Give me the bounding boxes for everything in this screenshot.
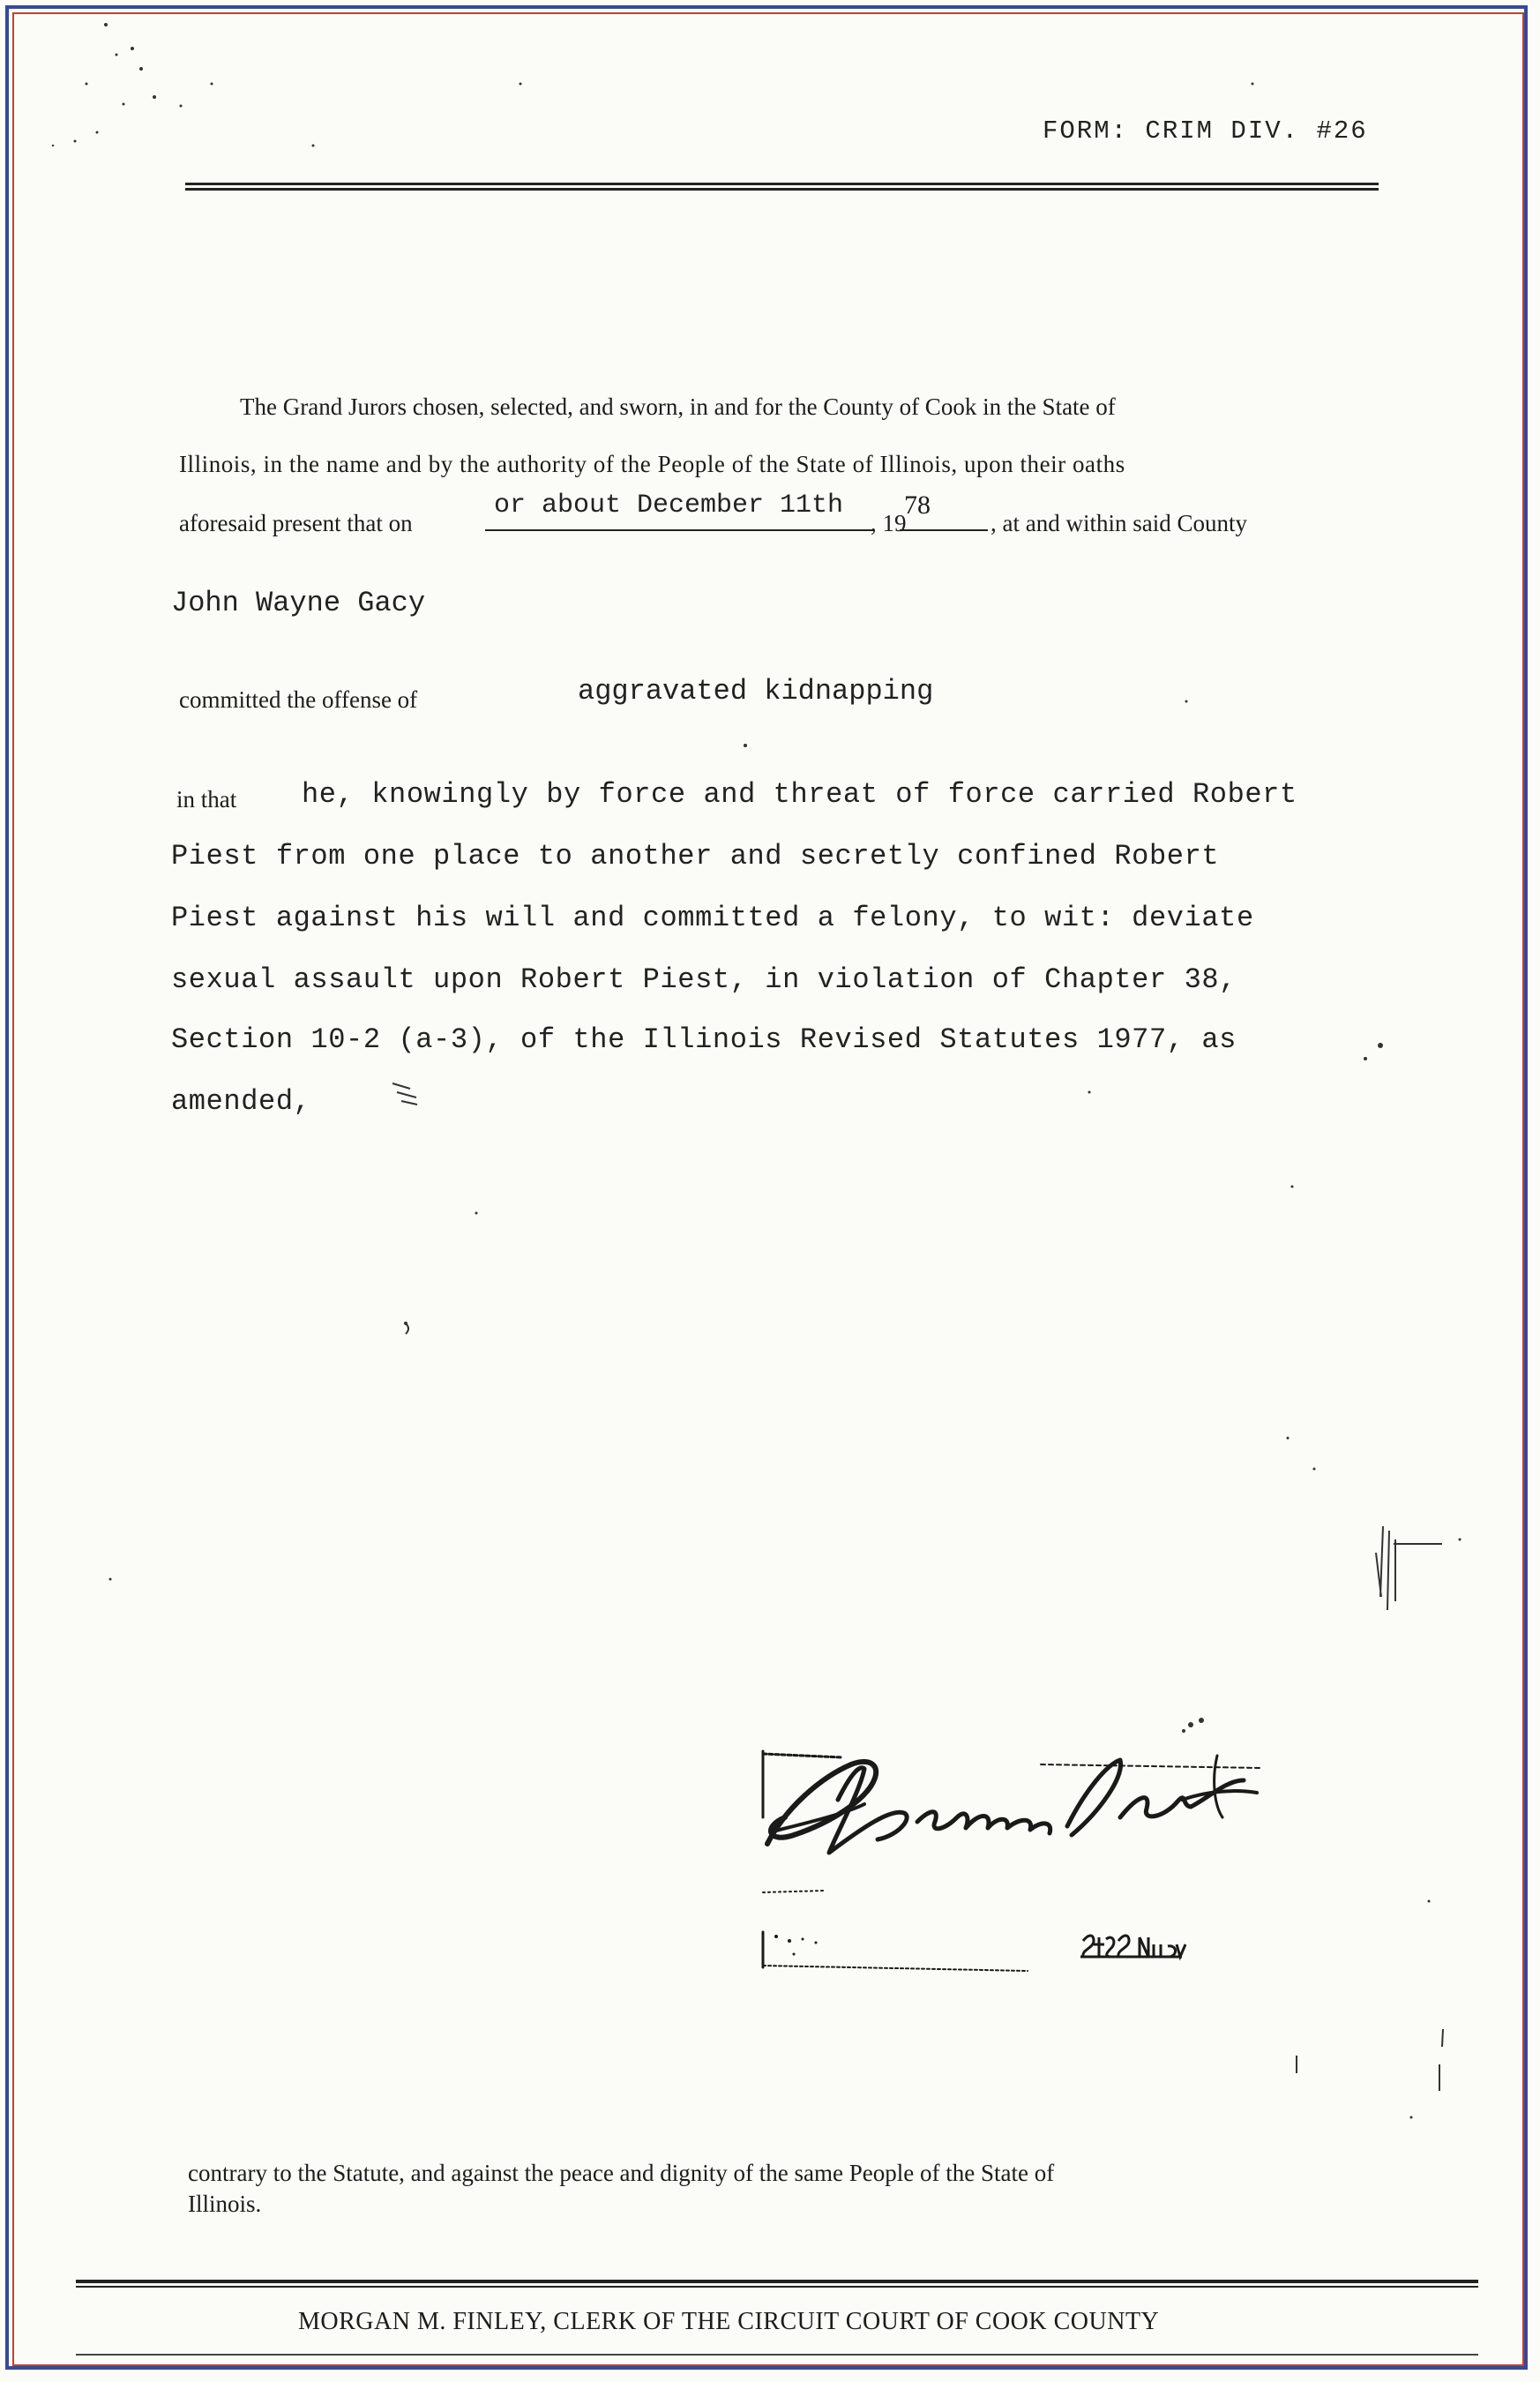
charge-text-line: Piest from one place to another and secretly confined Robert <box>171 840 1220 873</box>
charge-text-line: Section 10-2 (a-3), of the Illinois Revised Statutes 1977, as <box>171 1023 1237 1056</box>
footer-double-rule <box>76 2280 1478 2288</box>
header-double-rule <box>185 183 1379 191</box>
closing-text-line-2: Illinois. <box>188 2191 262 2217</box>
grand-jury-text-line-3: aforesaid present that on <box>179 510 413 536</box>
page-inner-border <box>12 12 1524 2366</box>
clerk-footer: MORGAN M. FINLEY, CLERK OF THE CIRCUIT COURT OF COOK COUNTY <box>298 2308 1160 2335</box>
closing-text-line-1: contrary to the Statute, and against the peace and dignity of the same People of the State of <box>188 2160 1055 2186</box>
offense-date: or about December 11th <box>494 491 844 521</box>
charge-text-line: amended, <box>171 1085 311 1118</box>
form-number: FORM: CRIM DIV. #26 <box>1043 116 1368 146</box>
charge-text-line: sexual assault upon Robert Piest, in violation of Chapter 38, <box>171 963 1237 996</box>
grand-jury-text-line-1: The Grand Jurors chosen, selected, and sworn, in and for the County of Cook in the State of <box>240 393 1116 420</box>
year-prefix: , 19 <box>871 510 907 536</box>
grand-jury-text-line-2: Illinois, in the name and by the authority of the People of the State of Illinois, upon their oaths <box>179 451 1125 477</box>
offense-label: committed the offense of <box>179 686 418 713</box>
year-fill-line <box>900 529 988 531</box>
states-attorney-signature <box>741 1729 1305 1994</box>
date-fill-line <box>485 529 873 531</box>
grand-jury-text-line-3-end: , at and within said County <box>991 510 1247 536</box>
in-that-label: in that <box>176 786 237 813</box>
offense-name: aggravated kidnapping <box>578 675 934 708</box>
charge-text-line: he, knowingly by force and threat of force carried Robert <box>302 778 1297 811</box>
offense-year: 78 <box>904 491 931 520</box>
charge-text-line: Piest against his will and committed a felony, to wit: deviate <box>171 902 1254 934</box>
footer-rule <box>76 2354 1478 2356</box>
defendant-name: John Wayne Gacy <box>171 587 426 619</box>
